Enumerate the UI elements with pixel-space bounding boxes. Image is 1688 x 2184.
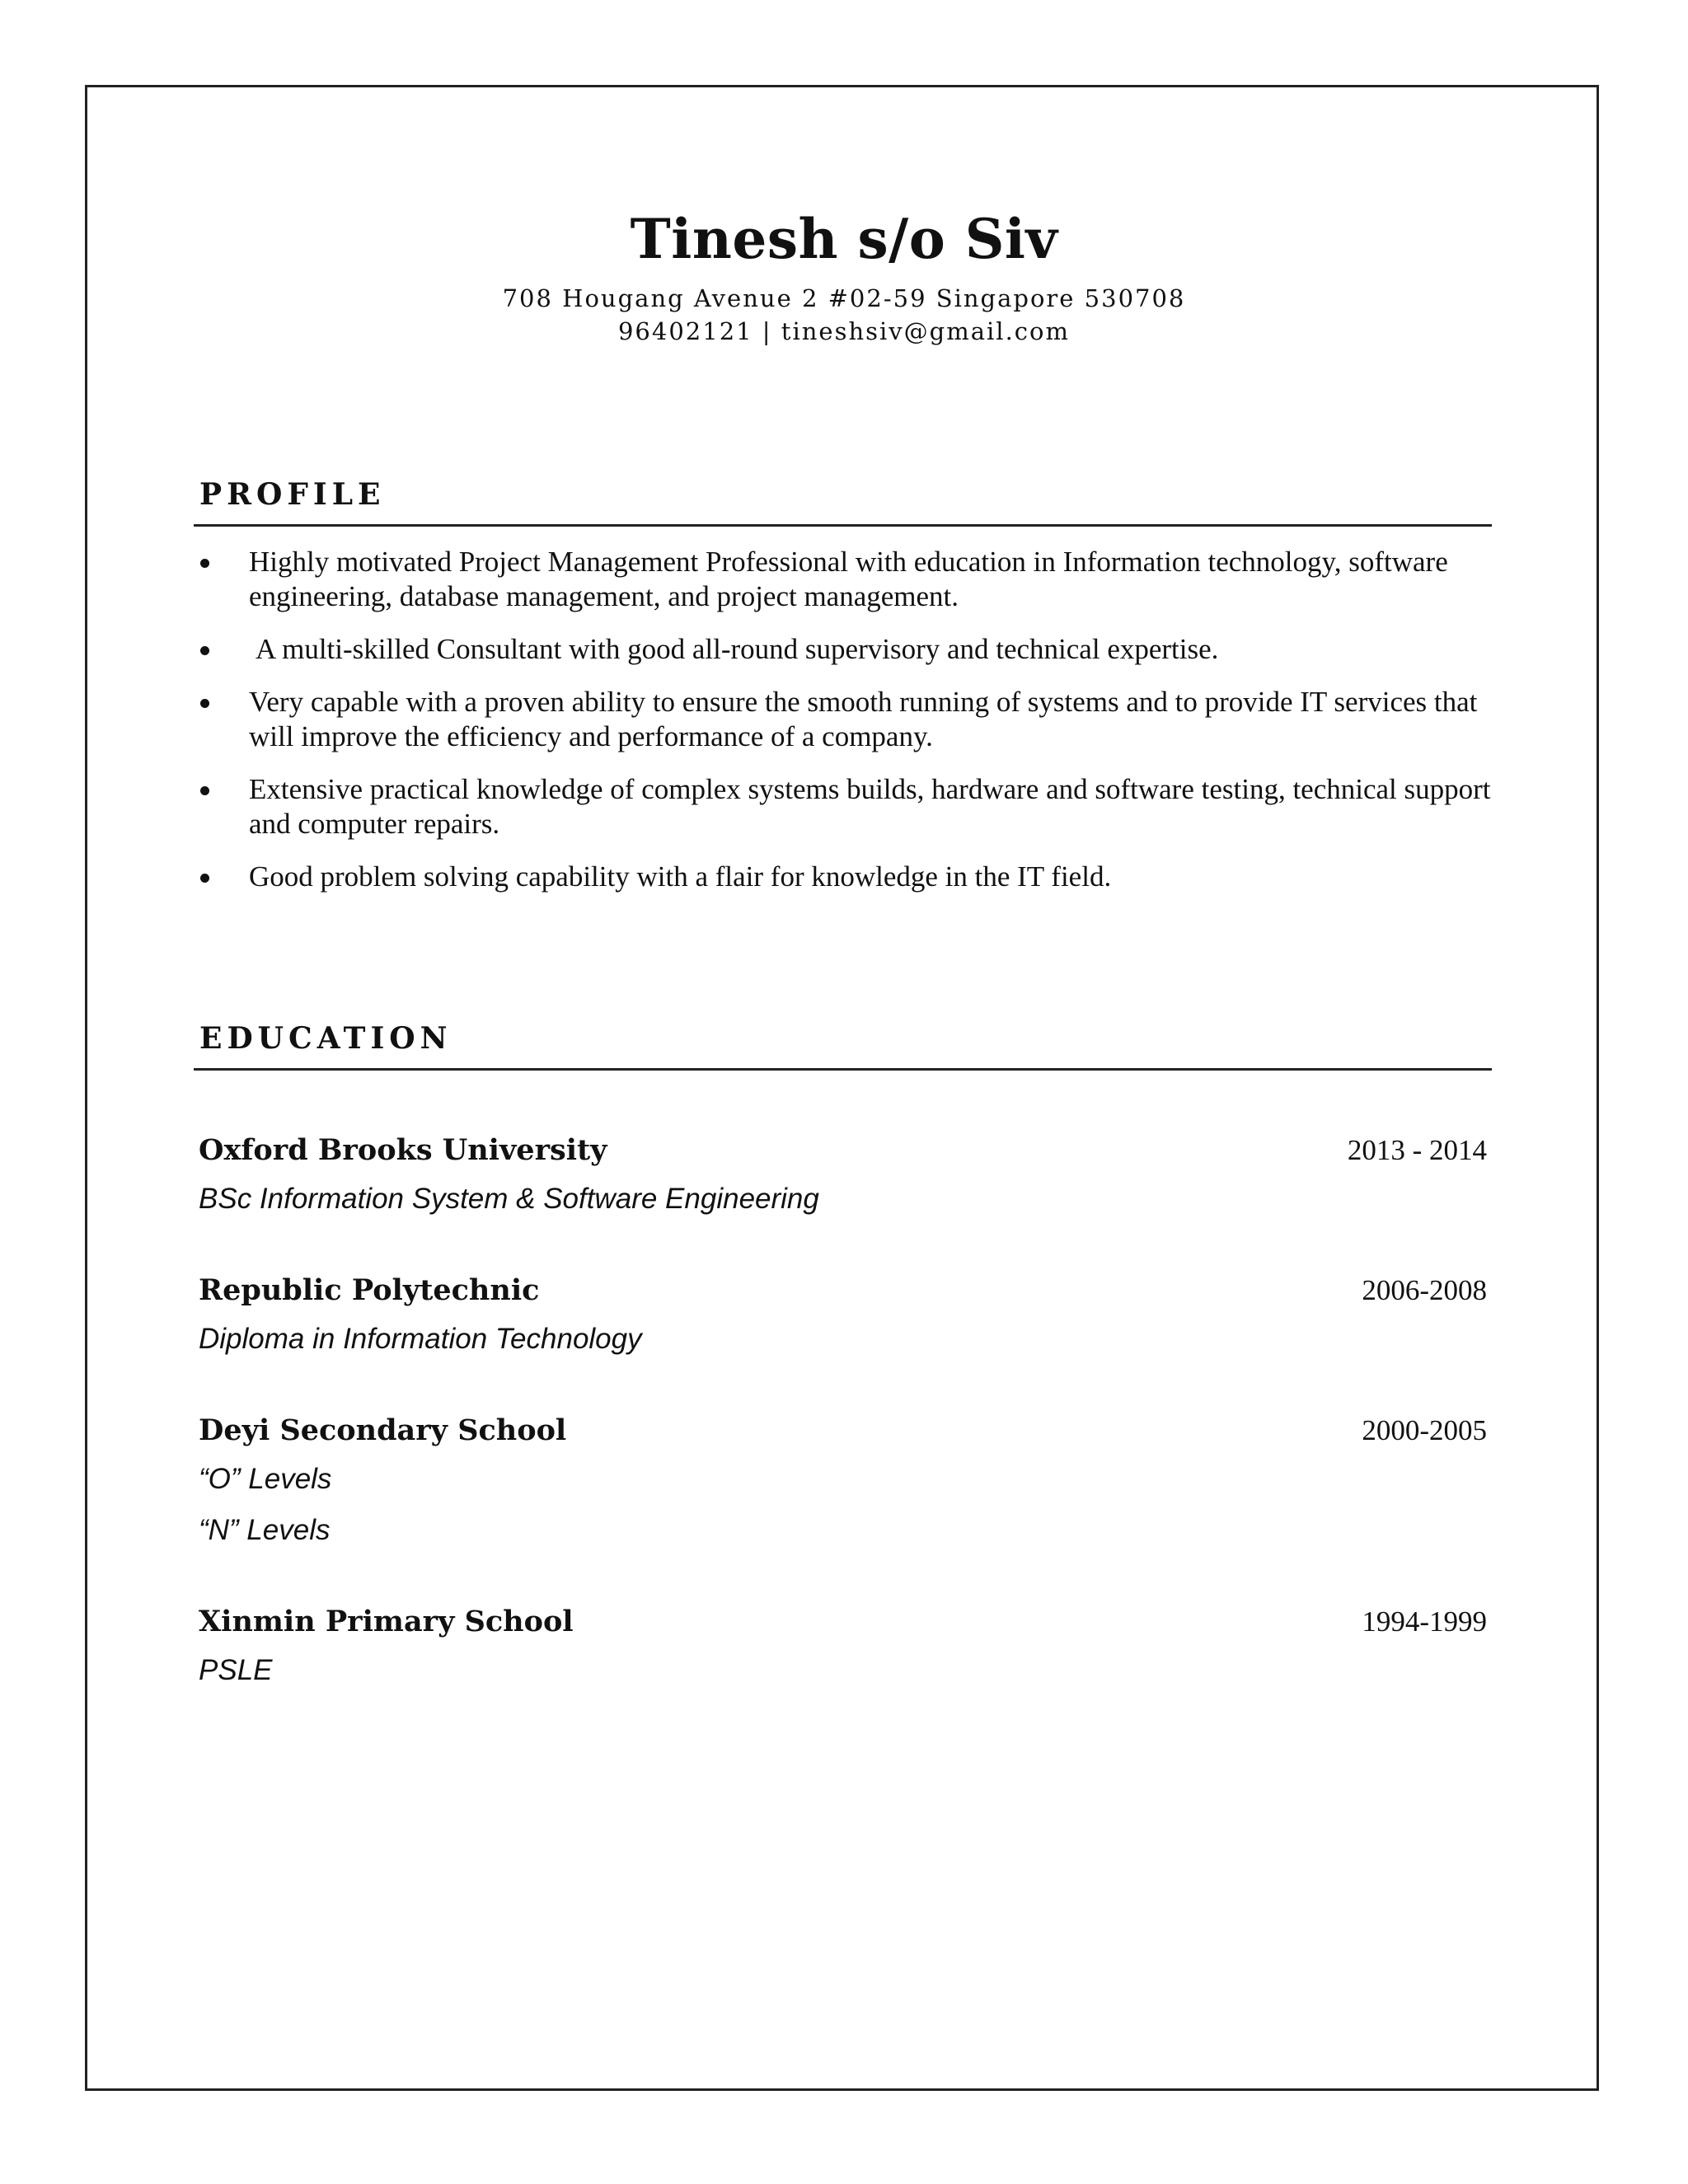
education-entry-header xyxy=(194,1603,1492,1641)
qualification: BSc Information System & Software Engineering xyxy=(199,1183,819,1215)
profile-item: Highly motivated Project Management Professional with education in Information technology, software engineering, database management, and project management. xyxy=(194,545,1492,614)
qualification: Diploma in Information Technology xyxy=(199,1323,642,1355)
resume-header xyxy=(0,206,1688,348)
education-entry-header xyxy=(194,1412,1492,1450)
education-heading: EDUCATION xyxy=(199,1021,452,1056)
school-years: 2013 - 2014 xyxy=(1347,1134,1487,1166)
school-name: Oxford Brooks University xyxy=(199,1133,607,1167)
school-years: 2006-2008 xyxy=(1362,1274,1487,1306)
education-entry xyxy=(194,1412,1492,1549)
education-entry xyxy=(194,1132,1492,1217)
profile-item: Extensive practical knowledge of complex systems builds, hardware and software testing, technical support and computer repairs. xyxy=(194,772,1492,841)
qualification: “N” Levels xyxy=(199,1514,331,1546)
address-line: 708 Hougang Avenue 2 #02-59 Singapore 530708 xyxy=(502,284,1186,312)
contact-line: 96402121 | tineshsiv@gmail.com xyxy=(617,317,1070,345)
candidate-name: Tinesh s/o Siv xyxy=(630,207,1058,271)
school-name: Republic Polytechnic xyxy=(199,1273,540,1307)
education-entry-header xyxy=(194,1272,1492,1310)
profile-list xyxy=(194,545,1492,894)
profile-item: A multi-skilled Consultant with good all-round supervisory and technical expertise. xyxy=(194,632,1492,667)
qualification: PSLE xyxy=(199,1654,273,1686)
education-entry xyxy=(194,1272,1492,1357)
school-years: 1994-1999 xyxy=(1362,1605,1487,1638)
profile-item: Very capable with a proven ability to ensure the smooth running of systems and to provide IT services that will improve the efficiency and performance of a company. xyxy=(194,685,1492,754)
profile-item: Good problem solving capability with a flair for knowledge in the IT field. xyxy=(194,860,1492,894)
profile-divider xyxy=(194,524,1492,527)
education-divider xyxy=(194,1068,1492,1071)
education-section xyxy=(194,1020,1492,1689)
education-entry xyxy=(194,1603,1492,1689)
profile-heading: PROFILE xyxy=(199,477,386,512)
school-name: Deyi Secondary School xyxy=(199,1413,567,1447)
profile-section xyxy=(194,476,1492,912)
education-list xyxy=(194,1132,1492,1689)
education-entry-header xyxy=(194,1132,1492,1169)
qualification: “O” Levels xyxy=(199,1463,332,1495)
school-years: 2000-2005 xyxy=(1362,1414,1487,1446)
school-name: Xinmin Primary School xyxy=(199,1605,574,1638)
